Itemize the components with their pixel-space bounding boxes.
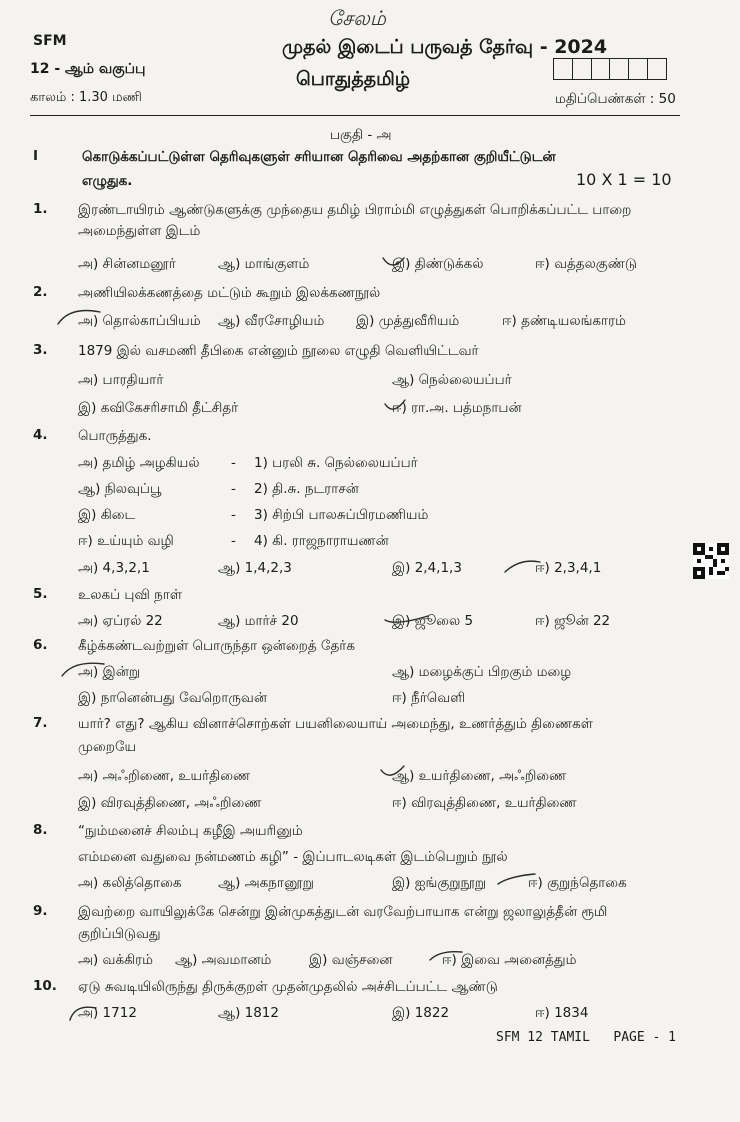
option-c: இ) திண்டுக்கல் <box>392 256 484 272</box>
handwritten-note: சேலம் <box>328 6 386 30</box>
question-text: அமைந்துள்ள இடம் <box>78 223 201 239</box>
match-dash: - <box>231 481 236 497</box>
option-a: அ) பாரதியார் <box>78 372 164 388</box>
match-left: ஆ) நிலவுப்பூ <box>78 481 162 497</box>
page-footer: SFM 12 TAMIL PAGE - 1 <box>496 1030 677 1045</box>
question-number: 4. <box>33 427 48 443</box>
option-c: இ) வஞ்சனை <box>309 952 393 968</box>
question-text: ஏடு சுவடியிலிருந்து திருக்குறள் முதன்முதலில் அச்சிடப்பட்ட ஆண்டு <box>78 979 498 995</box>
option-c: இ) விரவுத்திணை, அஃறிணை <box>78 795 262 811</box>
option-b: ஆ) அகநானூறு <box>218 875 314 891</box>
question-number: 8. <box>33 822 48 838</box>
exam-code: SFM <box>33 33 67 49</box>
exam-time: காலம் : 1.30 மணி <box>30 90 142 105</box>
option-c: இ) கவிகேசரிசாமி தீட்சிதர் <box>78 400 239 416</box>
option-b: ஆ) மழைக்குப் பிறகும் மழை <box>392 664 572 680</box>
match-dash: - <box>231 533 236 549</box>
option-b: ஆ) மார்ச் 20 <box>218 613 299 629</box>
register-number-boxes <box>553 58 667 80</box>
option-d: ஈ) இவை அனைத்தும் <box>442 952 577 968</box>
class-label: 12 - ஆம் வகுப்பு <box>30 61 146 77</box>
option-d: ஈ) 2,3,4,1 <box>535 560 602 576</box>
option-a: அ) இன்று <box>78 664 141 680</box>
option-c: இ) நானென்பது வேறொருவன் <box>78 690 267 706</box>
subject-title: பொதுத்தமிழ் <box>296 68 411 90</box>
qr-code-icon <box>693 543 729 579</box>
section-roman: I <box>33 148 39 164</box>
match-dash: - <box>231 507 236 523</box>
option-d: ஈ) ஜூன் 22 <box>535 613 611 629</box>
question-text: கீழ்க்கண்டவற்றுள் பொருந்தா ஒன்றைத் தேர்க <box>78 638 355 654</box>
option-b: ஆ) அவமானம் <box>175 952 272 968</box>
option-d: ஈ) ரா.அ. பத்மநாபன் <box>392 400 522 416</box>
header-divider <box>30 115 680 116</box>
total-marks: மதிப்பெண்கள் : 50 <box>555 91 676 107</box>
option-a: அ) ஏப்ரல் 22 <box>78 613 163 629</box>
option-b: ஆ) வீரசோழியம் <box>218 313 325 329</box>
option-a: அ) அஃறிணை, உயர்திணை <box>78 768 251 784</box>
option-b: ஆ) 1,4,2,3 <box>218 560 292 576</box>
question-number: 2. <box>33 284 48 300</box>
question-text: 1879 இல் வசமணி தீபிகை என்னும் நூலை எழுதி வெளியிட்டவர் <box>78 343 479 359</box>
option-d: ஈ) குறுந்தொகை <box>528 875 627 891</box>
match-right: 1) பரலி சு. நெல்லையப்பர் <box>254 455 418 471</box>
match-left: இ) கிடை <box>78 507 136 523</box>
question-number: 10. <box>33 978 57 994</box>
match-right: 2) தி.சு. நடராசன் <box>254 481 359 497</box>
option-c: இ) முத்துவீரியம் <box>356 313 460 329</box>
option-c: இ) 1822 <box>392 1005 450 1021</box>
question-text: அணியிலக்கணத்தை மட்டும் கூறும் இலக்கணநூல் <box>78 285 381 301</box>
option-d: ஈ) தண்டியலங்காரம் <box>502 313 626 329</box>
question-text: “நும்மனைச் சிலம்பு கழீஇ அயரினும் <box>78 823 303 839</box>
option-c: இ) 2,4,1,3 <box>392 560 462 576</box>
question-text: எம்மனை வதுவை நன்மணம் கழி” - இப்பாடலடிகள் இடம்பெறும் நூல் <box>78 849 508 865</box>
match-left: அ) தமிழ் அழகியல் <box>78 455 200 471</box>
option-c: இ) ஐங்குறுநூறு <box>392 875 487 891</box>
question-text: இரண்டாயிரம் ஆண்டுகளுக்கு முந்தைய தமிழ் பிராம்மி எழுத்துகள் பொறிக்கப்பட்ட பாறை <box>78 202 632 218</box>
section-marks: 10 X 1 = 10 <box>576 170 672 189</box>
match-dash: - <box>231 455 236 471</box>
question-text: பொருத்துக. <box>78 428 152 444</box>
option-b: ஆ) உயர்திணை, அஃறிணை <box>392 768 567 784</box>
option-a: அ) கலித்தொகை <box>78 875 182 891</box>
option-a: அ) தொல்காப்பியம் <box>78 313 201 329</box>
option-d: ஈ) வத்தலகுண்டு <box>535 256 637 272</box>
option-a: அ) வக்கிரம் <box>78 952 154 968</box>
option-a: அ) 4,3,2,1 <box>78 560 150 576</box>
question-number: 3. <box>33 342 48 358</box>
option-a: அ) சின்னமனூர் <box>78 256 176 272</box>
question-number: 7. <box>33 715 48 731</box>
option-b: ஆ) 1812 <box>218 1005 279 1021</box>
option-d: ஈ) 1834 <box>535 1005 589 1021</box>
section-instruction-2: எழுதுக. <box>82 173 133 189</box>
option-c: இ) ஜூலை 5 <box>392 613 474 629</box>
exam-title: முதல் இடைப் பருவத் தேர்வு - 2024 <box>282 36 608 58</box>
question-text: முறையே <box>78 739 137 755</box>
question-number: 5. <box>33 586 48 602</box>
option-d: ஈ) விரவுத்திணை, உயர்திணை <box>392 795 577 811</box>
option-d: ஈ) நீர்வெளி <box>392 690 466 706</box>
question-text: உலகப் புவி நாள் <box>78 587 183 603</box>
question-number: 6. <box>33 637 48 653</box>
match-right: 3) சிற்பி பாலசுப்பிரமணியம் <box>254 507 429 523</box>
question-text: இவற்றை வாயிலுக்கே சென்று இன்முகத்துடன் வரவேற்பாயாக என்று ஜலாலுத்தீன் ரூமி <box>78 904 608 920</box>
option-a: அ) 1712 <box>78 1005 137 1021</box>
question-text: குறிப்பிடுவது <box>78 926 161 942</box>
question-text: யார்? எது? ஆகிய வினாச்சொற்கள் பயனிலையாய் அமைந்து, உணர்த்தும் திணைகள் <box>78 716 593 732</box>
question-number: 9. <box>33 903 48 919</box>
match-right: 4) கி. ராஜநாராயணன் <box>254 533 389 549</box>
option-b: ஆ) நெல்லையப்பர் <box>392 372 512 388</box>
question-number: 1. <box>33 201 48 217</box>
match-left: ஈ) உய்யும் வழி <box>78 533 174 549</box>
section-instruction-1: கொடுக்கப்பட்டுள்ள தெரிவுகளுள் சரியான தெரிவை அதற்கான குறியீட்டுடன் <box>82 149 556 165</box>
section-title: பகுதி - அ <box>330 127 392 143</box>
option-b: ஆ) மாங்குளம் <box>218 256 310 272</box>
